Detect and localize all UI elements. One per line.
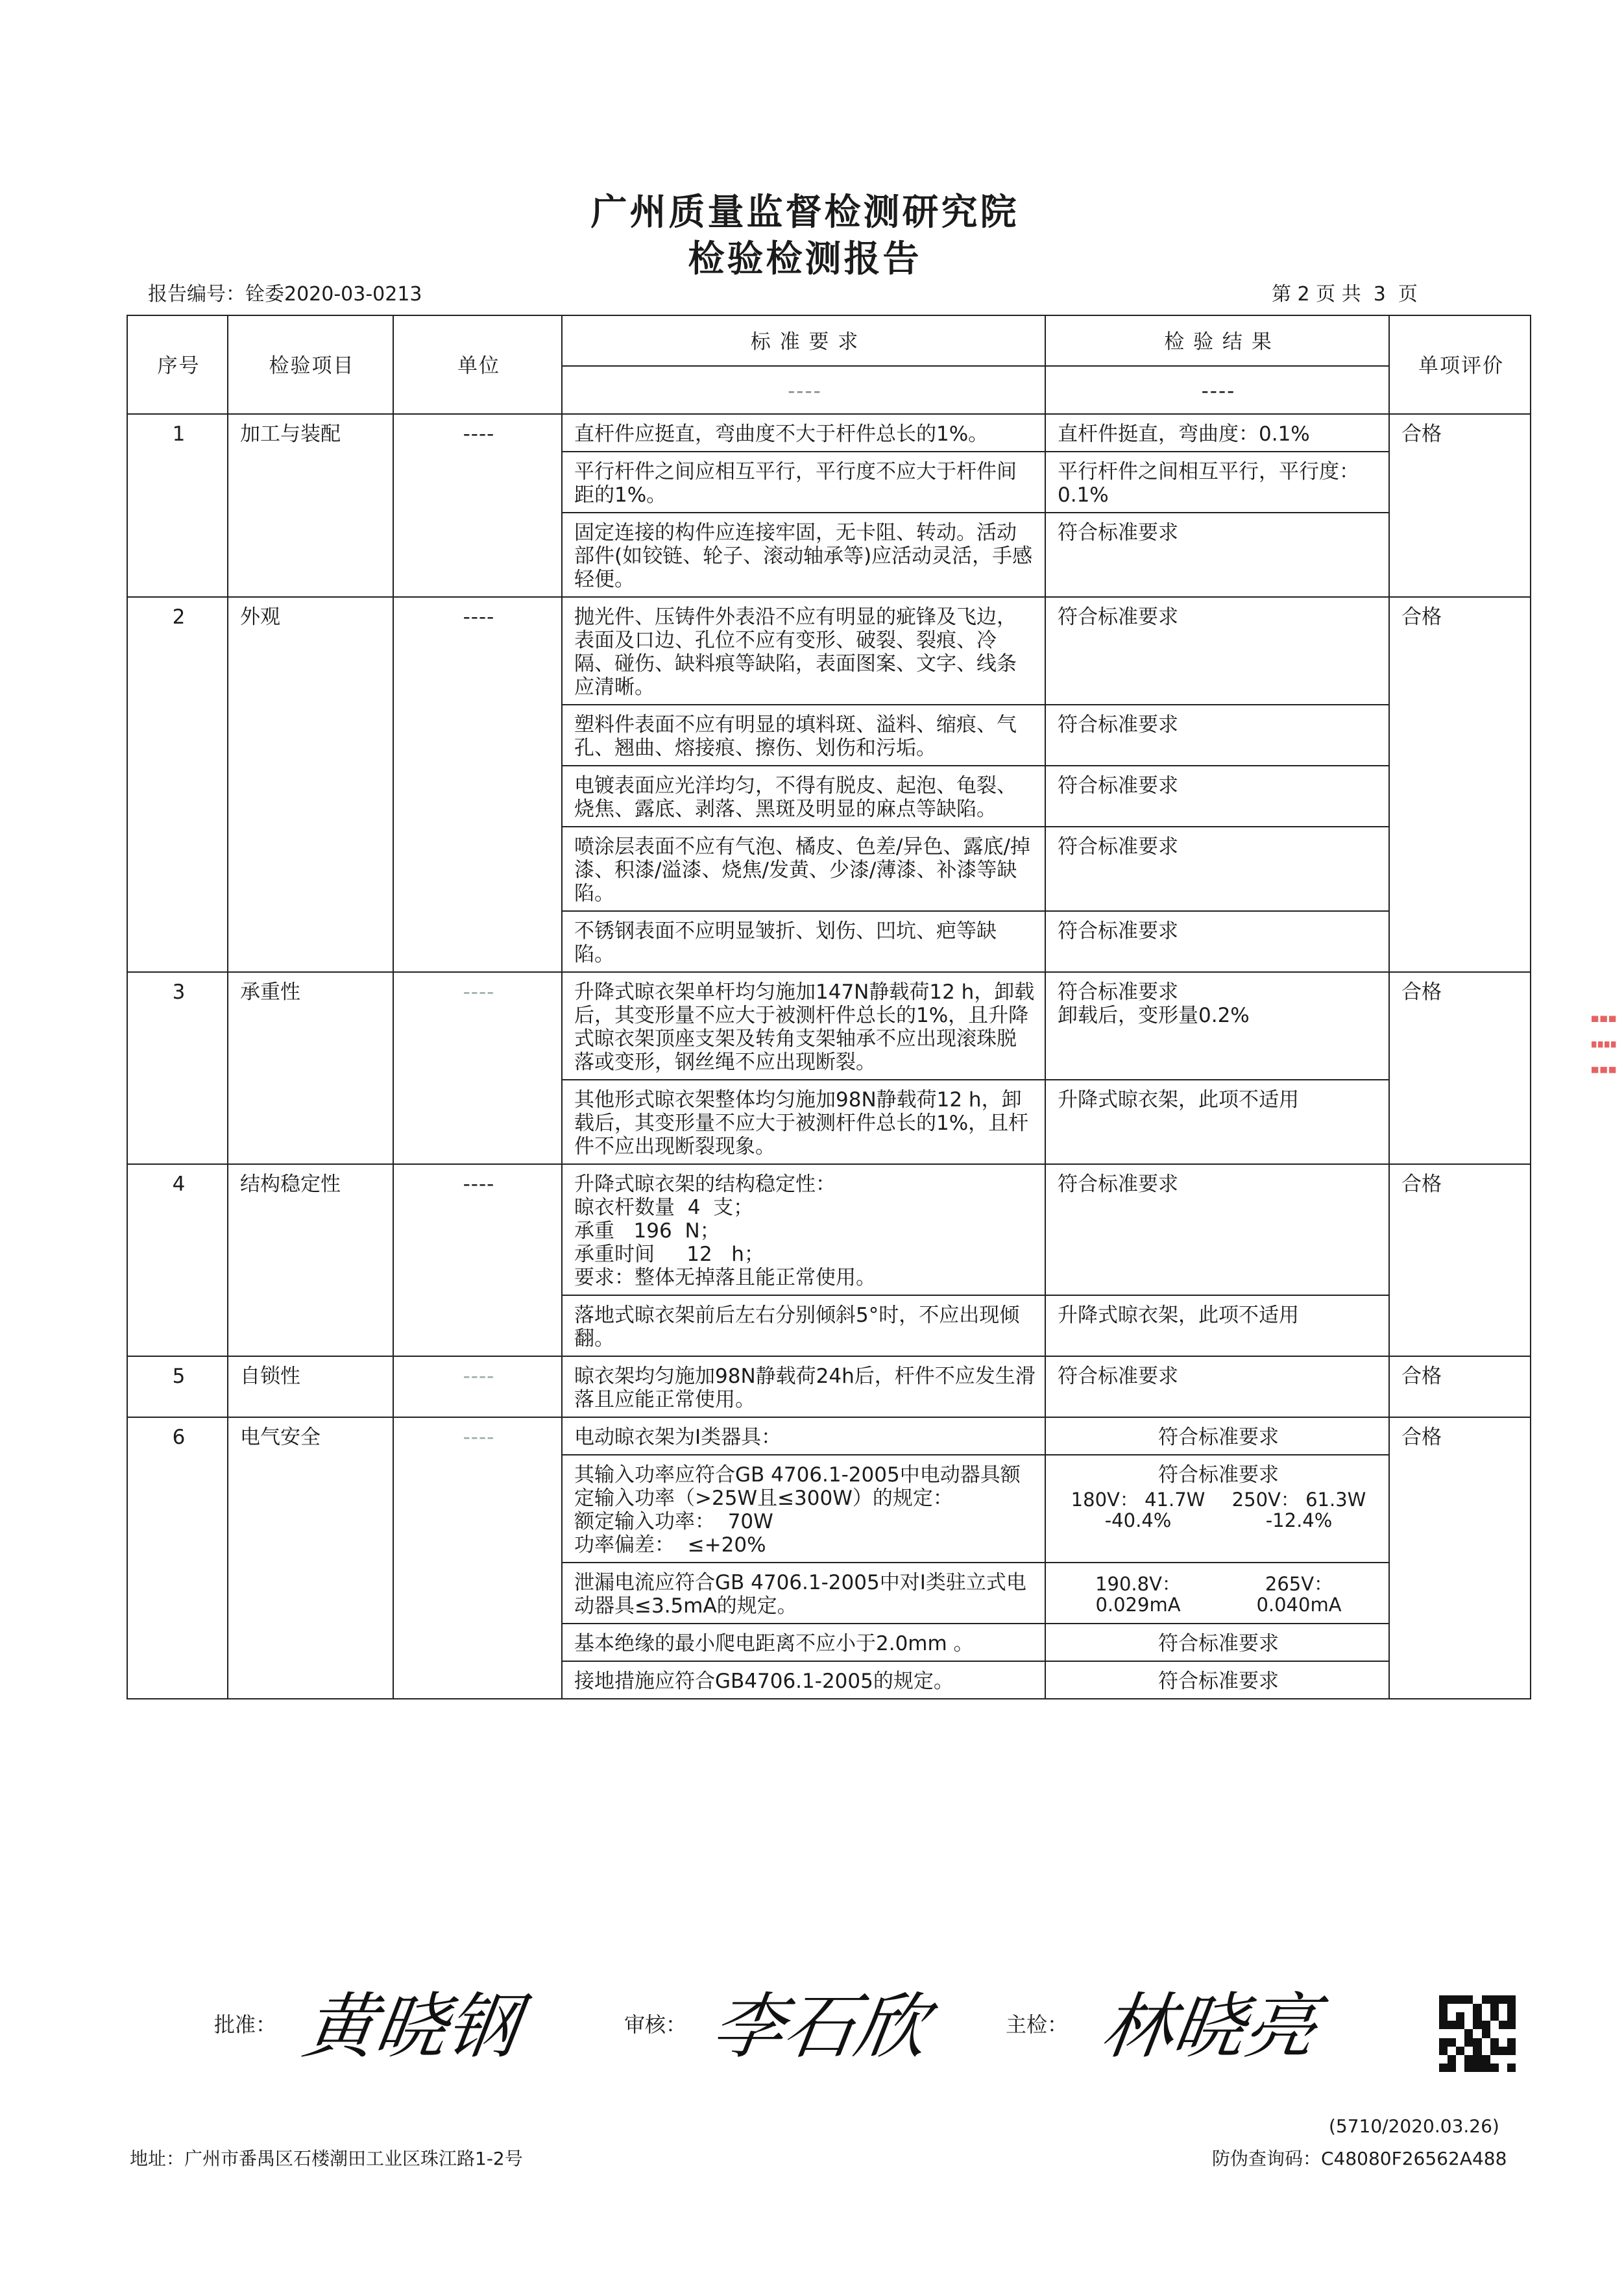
approve-signature: 黄晓钢 [298, 1985, 524, 2068]
requirement-cell: 泄漏电流应符合GB 4706.1-2005中对I类驻立式电动器具≤3.5mA的规定。 [562, 1563, 1045, 1624]
requirement-cell: 基本绝缘的最小爬电距离不应小于2.0mm 。 [562, 1624, 1045, 1661]
requirement-cell: 接地措施应符合GB4706.1-2005的规定。 [562, 1661, 1045, 1699]
result-cell [1045, 1455, 1389, 1563]
review-signature: 李石欣 [707, 1985, 933, 2068]
requirement-cell: 喷涂层表面不应有气泡、橘皮、色差/异色、露底/掉漆、积漆/溢漆、烧焦/发黄、少漆/薄漆、补漆等缺陷。 [562, 827, 1045, 911]
result-text: 升降式晾衣架，此项不适用 [1058, 1088, 1299, 1112]
row-unit: ---- [393, 1417, 562, 1699]
row-unit: ---- [393, 972, 562, 1164]
result-cell [1045, 766, 1389, 827]
measurement-value: 0.040mA [1256, 1594, 1342, 1616]
measurement-grid [1058, 1574, 1379, 1615]
requirement-cell: 升降式晾衣架的结构稳定性： 晾衣杆数量 4 支； 承重 196 N； 承重时间 12 h； 要求：整体无掉落且能正常使用。 [562, 1164, 1045, 1295]
row-seq: 3 [127, 972, 228, 1164]
row-item: 外观 [228, 597, 393, 972]
result-text: 符合标准要求 [1058, 713, 1178, 737]
requirement-cell: 抛光件、压铸件外表沿不应有明显的疵锋及飞边，表面及口边、孔位不应有变形、破裂、裂痕、冷隔、碰伤、缺料痕等缺陷，表面图案、文字、线条应清晰。 [562, 597, 1045, 705]
review-label: 审核： [624, 2012, 687, 2037]
result-text: 符合标准要求 [1058, 1365, 1178, 1388]
requirement-cell: 其输入功率应符合GB 4706.1-2005中电动器具额定输入功率（>25W且≤300W）的规定： 额定输入功率： 70W 功率偏差： ≤+20% [562, 1455, 1045, 1563]
result-subheader: ---- [1045, 366, 1389, 414]
requirement-cell: 直杆件应挺直，弯曲度不大于杆件总长的1%。 [562, 414, 1045, 452]
approve-label: 批准： [214, 2012, 277, 2037]
report-number: 报告编号：铨委2020-03-0213 [148, 283, 422, 306]
result-cell [1045, 1164, 1389, 1295]
row-unit: ---- [393, 1164, 562, 1356]
row-item: 自锁性 [228, 1356, 393, 1417]
measurement-value: 190.8V： [1095, 1573, 1181, 1595]
result-text: 平行杆件之间相互平行，平行度：0.1% [1058, 460, 1359, 507]
version-code: (5710/2020.03.26) [1329, 2115, 1499, 2137]
result-cell [1045, 1356, 1389, 1417]
table-row [127, 1417, 1531, 1455]
qr-code-icon [1439, 1995, 1516, 2072]
result-text: 符合标准要求 卸载后，变形量0.2% [1058, 980, 1250, 1027]
row-item: 结构稳定性 [228, 1164, 393, 1356]
measurement-value: 180V： 41.7W [1071, 1489, 1206, 1511]
col-item: 检验项目 [228, 315, 393, 414]
main-inspector-label: 主检： [1006, 2012, 1069, 2037]
requirement-cell: 平行杆件之间应相互平行，平行度不应大于杆件间距的1%。 [562, 452, 1045, 513]
col-seq: 序号 [127, 315, 228, 414]
result-text: 符合标准要求 [1058, 835, 1178, 858]
row-seq: 4 [127, 1164, 228, 1356]
measurement-value: 250V： 61.3W [1231, 1489, 1366, 1511]
result-cell [1045, 1661, 1389, 1699]
address: 地址：广州市番禺区石楼潮田工业区珠江路1-2号 [130, 2148, 523, 2169]
row-seq: 5 [127, 1356, 228, 1417]
row-item: 电气安全 [228, 1417, 393, 1699]
result-cell [1045, 827, 1389, 911]
result-cell [1045, 1295, 1389, 1356]
requirement-cell: 电镀表面应光洋均匀，不得有脱皮、起泡、龟裂、烧焦、露底、剥落、黑斑及明显的麻点等缺陷。 [562, 766, 1045, 827]
req-subheader: ---- [562, 366, 1045, 414]
row-seq: 2 [127, 597, 228, 972]
requirement-cell: 固定连接的构件应连接牢固，无卡阻、转动。活动部件(如铰链、轮子、滚动轴承等)应活动灵活，手感轻便。 [562, 513, 1045, 597]
anti-fake-code: 防伪查询码：C48080F26562A488 [1212, 2148, 1507, 2169]
row-verdict: 合格 [1389, 597, 1531, 972]
row-seq: 6 [127, 1417, 228, 1699]
result-cell [1045, 414, 1389, 452]
col-result: 检 验 结 果 [1045, 315, 1389, 366]
result-text: 符合标准要求 [1158, 1426, 1279, 1449]
result-cell [1045, 705, 1389, 766]
result-cell [1045, 911, 1389, 972]
report-title: 检验检测报告 [688, 238, 922, 280]
row-item: 承重性 [228, 972, 393, 1164]
measurement-value: -40.4% [1104, 1509, 1172, 1531]
row-unit: ---- [393, 1356, 562, 1417]
result-text: 符合标准要求 [1158, 1670, 1279, 1693]
requirement-cell: 塑料件表面不应有明显的填料斑、溢料、缩痕、气孔、翘曲、熔接痕、擦伤、划伤和污垢。 [562, 705, 1045, 766]
result-cell [1045, 1080, 1389, 1164]
requirement-cell: 升降式晾衣架单杆均匀施加147N静载荷12 h，卸载后，其变形量不应大于被测杆件总长的1%，且升降式晾衣架顶座支架及转角支架轴承不应出现滚珠脱落或变形，钢丝绳不应出现断裂。 [562, 972, 1045, 1080]
row-verdict: 合格 [1389, 1356, 1531, 1417]
measurement-value: 265V： [1265, 1573, 1333, 1595]
result-text: 符合标准要求 [1058, 605, 1178, 629]
measurement-value: -12.4% [1265, 1509, 1333, 1531]
row-verdict: 合格 [1389, 1417, 1531, 1699]
table-row [127, 597, 1531, 705]
table-row [127, 1356, 1531, 1417]
main-inspector-signature: 林晓亮 [1096, 1985, 1322, 2068]
stamp-edge: ⁝ ⁞ ⁝ [1583, 1012, 1624, 1077]
row-seq: 1 [127, 414, 228, 597]
col-requirement: 标 准 要 求 [562, 315, 1045, 366]
requirement-cell: 电动晾衣架为I类器具： [562, 1417, 1045, 1455]
result-text: 直杆件挺直，弯曲度：0.1% [1058, 422, 1310, 446]
requirement-cell: 落地式晾衣架前后左右分别倾斜5°时，不应出现倾翻。 [562, 1295, 1045, 1356]
row-item: 加工与装配 [228, 414, 393, 597]
result-text: 符合标准要求 [1158, 1463, 1279, 1487]
result-text: 符合标准要求 [1058, 919, 1178, 943]
col-verdict: 单项评价 [1389, 315, 1531, 414]
report-table [127, 315, 1531, 1699]
result-cell [1045, 1563, 1389, 1624]
table-row [127, 414, 1531, 452]
measurement-grid [1058, 1489, 1379, 1531]
row-verdict: 合格 [1389, 414, 1531, 597]
row-verdict: 合格 [1389, 972, 1531, 1164]
result-cell [1045, 452, 1389, 513]
requirement-cell: 其他形式晾衣架整体均匀施加98N静载荷12 h，卸载后，其变形量不应大于被测杆件总长的1%，且杆件不应出现断裂现象。 [562, 1080, 1045, 1164]
result-text: 升降式晾衣架，此项不适用 [1058, 1304, 1299, 1327]
row-verdict: 合格 [1389, 1164, 1531, 1356]
institute-title: 广州质量监督检测研究院 [590, 191, 1019, 234]
col-unit: 单位 [393, 315, 562, 414]
result-text: 符合标准要求 [1058, 1173, 1178, 1196]
result-text: 符合标准要求 [1058, 521, 1178, 544]
row-unit: ---- [393, 414, 562, 597]
result-cell [1045, 972, 1389, 1080]
table-row [127, 1164, 1531, 1295]
result-text: 符合标准要求 [1158, 1632, 1279, 1655]
result-cell [1045, 1624, 1389, 1661]
result-cell [1045, 513, 1389, 597]
page-info: 第 2 页 共 3 页 [1272, 283, 1418, 306]
result-cell [1045, 597, 1389, 705]
result-cell [1045, 1417, 1389, 1455]
requirement-cell: 晾衣架均匀施加98N静载荷24h后，杆件不应发生滑落且应能正常使用。 [562, 1356, 1045, 1417]
measurement-value: 0.029mA [1095, 1594, 1181, 1616]
table-row [127, 972, 1531, 1080]
requirement-cell: 不锈钢表面不应明显皱折、划伤、凹坑、疤等缺陷。 [562, 911, 1045, 972]
row-unit: ---- [393, 597, 562, 972]
result-text: 符合标准要求 [1058, 774, 1178, 798]
